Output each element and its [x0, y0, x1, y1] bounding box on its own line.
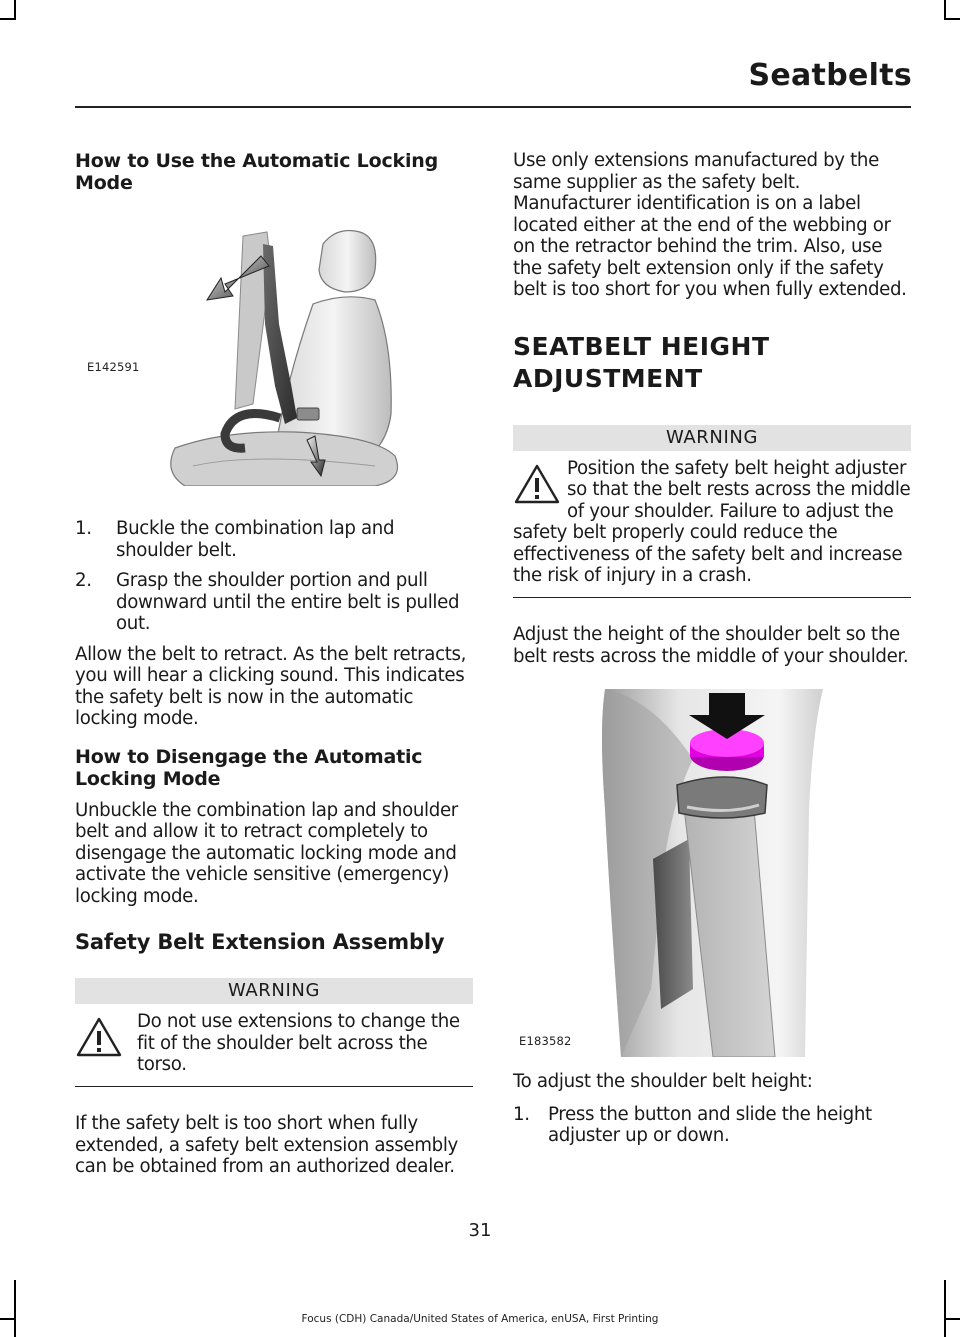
warning-divider	[75, 1086, 473, 1088]
paragraph-disengage: Unbuckle the combination lap and shoulder belt and allow it to retract completely to disengage the automatic locking mode and activate the vehicle sensitive (emergency) locking mode.	[75, 799, 458, 907]
figure-code-1: E142591	[87, 360, 140, 374]
page-title: Seatbelts	[748, 58, 912, 93]
right-column	[513, 150, 911, 1147]
paragraph-retract: Allow the belt to retract. As the belt retracts, you will hear a clicking sound. This indicates the safety belt is now in the automatic locking mode.	[75, 643, 467, 729]
paragraph-adjust: Adjust the height of the shoulder belt so the belt rests across the middle of your shoulder.	[513, 624, 909, 667]
steps-list-height	[513, 1104, 911, 1147]
warning-divider	[513, 597, 911, 599]
crop-mark-top-right-h	[944, 18, 960, 20]
warning-text: Do not use extensions to change the fit of the shoulder belt across the torso.	[137, 1011, 460, 1075]
step-text: Grasp the shoulder portion and pull downward until the entire belt is pulled out.	[116, 570, 460, 634]
paragraph-to-adjust: To adjust the shoulder belt height:	[513, 1071, 813, 1092]
heading-disengage: How to Disengage the Automatic Locking Mode	[75, 745, 423, 790]
list-item	[75, 518, 473, 561]
warning-label: WARNING	[513, 425, 911, 451]
warning-triangle-icon	[75, 1016, 123, 1058]
step-number: 1.	[513, 1103, 530, 1125]
figure-height-adjuster	[513, 689, 911, 1057]
left-column	[75, 150, 473, 1178]
warning-body	[513, 451, 911, 597]
warning-text: Position the safety belt height adjuster so that the belt rests across the middle of your shoulder. Failure to adjust the safety belt properly could reduce the effectiveness of the safety belt and increase the risk of injury in a crash.	[513, 457, 911, 586]
seat-belt-illustration	[75, 204, 473, 486]
step-text: Press the button and slide the height adjuster up or down.	[548, 1103, 872, 1146]
step-number: 1.	[75, 518, 92, 539]
warning-body	[75, 1004, 473, 1086]
paragraph-extension: If the safety belt is too short when fully extended, a safety belt extension assembly can be obtained from an authorized dealer.	[75, 1113, 458, 1177]
page-number: 31	[468, 1220, 492, 1241]
header-divider	[75, 106, 911, 108]
heading-auto-lock: How to Use the Automatic Locking Mode	[75, 150, 438, 194]
crop-mark-top-left	[14, 0, 16, 18]
crop-mark-top-right	[944, 0, 946, 18]
height-adjuster-illustration	[513, 689, 911, 1057]
steps-list-auto-lock	[75, 518, 473, 635]
warning-label: WARNING	[75, 978, 473, 1004]
step-number: 2.	[75, 570, 92, 591]
warning-triangle-icon	[513, 463, 561, 505]
warning-box-height	[513, 425, 911, 599]
list-item	[75, 570, 473, 635]
warning-box-extension	[75, 978, 473, 1087]
heading-height-line2: ADJUSTMENT	[513, 363, 703, 393]
crop-mark-top-left-h	[0, 18, 16, 20]
step-text: Buckle the combination lap and shoulder belt.	[116, 518, 395, 561]
crop-mark-bottom-right	[944, 1280, 946, 1337]
list-item	[513, 1104, 911, 1147]
heading-height-line1: SEATBELT HEIGHT	[513, 331, 770, 361]
figure-seat-belt-pull	[75, 204, 473, 486]
paragraph-supplier: Use only extensions manufactured by the same supplier as the safety belt. Manufacturer identification is on a label located either at the end of the webbing or on the retractor behind the trim. Also, use the safety belt extension only if the safety belt is too short for you when fully extended.	[513, 150, 907, 300]
heading-extension: Safety Belt Extension Assembly	[75, 930, 445, 954]
edition-line: Focus (CDH) Canada/United States of America, enUSA, First Printing	[301, 1313, 659, 1325]
crop-mark-bottom-left	[14, 1280, 16, 1337]
figure-code-2: E183582	[519, 1034, 572, 1048]
